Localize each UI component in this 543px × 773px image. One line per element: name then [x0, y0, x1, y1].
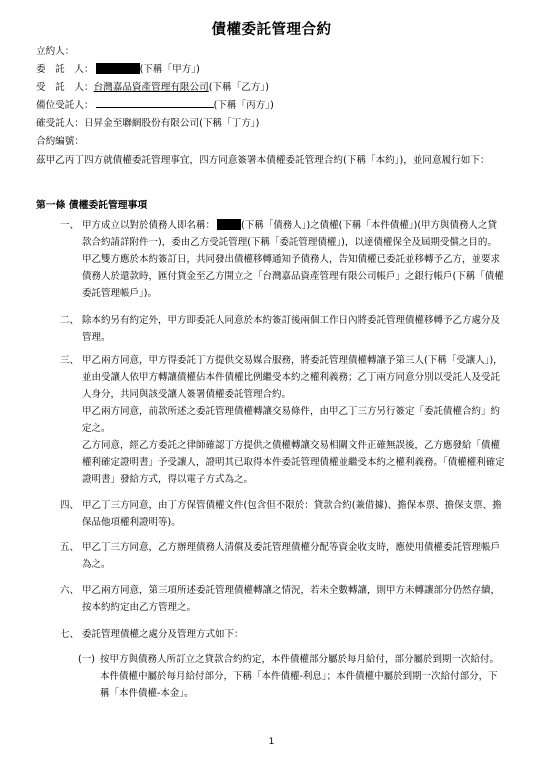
clause-number: 二、 — [60, 315, 80, 326]
party-entruster — [36, 61, 506, 79]
clause-text: 除本約另有約定外，甲方即委託人同意於本約簽訂後兩個工作日內將委託管理債權移轉予乙方處分及管理。 — [82, 315, 501, 343]
contract-number-label: 合約編號： — [36, 136, 84, 147]
backup-trustee-label: 備位受託人： — [36, 100, 94, 111]
clause-text: 甲乙兩方同意，前款所述之委託管理債權轉讓交易條件，由甲乙丁三方另行簽定「委託債權合約」約定之。 — [82, 406, 501, 434]
clause-number: 五、 — [60, 542, 80, 553]
blank-underline — [96, 97, 214, 108]
clause-text: 甲乙丁三方同意，由丁方保管債權文件(包含但不限於：貸款合約(兼借據)、擔保本票、擔保支票、擔保品他項權利證明等)。 — [82, 500, 502, 528]
trustee-label: 受 託 人： — [36, 82, 94, 93]
redacted-name-block — [217, 219, 241, 230]
clause-number: 三、 — [60, 355, 80, 366]
party-backup-trustee — [36, 97, 506, 115]
document-title: 債權委託管理合約 — [211, 21, 332, 38]
clause-number: 一、 — [60, 220, 80, 231]
clause-2 — [60, 312, 506, 346]
clause-4 — [60, 497, 506, 531]
clause-text: 按甲方與債務人所訂立之貸款合約約定，本件債權部分屬於每月給付，部分屬於到期一次給付。本件債權中屬於每月給付部分，下稱「本件債權-利息」；本件債權中屬於到期一次給付部分，下稱「本件債權-本金」。 — [100, 654, 500, 699]
trustee-company: 台灣嘉品資產管理有限公司 — [93, 82, 209, 93]
clause-text: 乙方同意，經乙方委託之律師確認丁方提供之債權轉讓交易相關文件正確無誤後，乙方應發給「債權權利確定證明書」予受讓人，證明其已取得本件委託管理債權並繼受本約之權利義務。「債權權利確定證明書」發給方式，得以電子方式為之。 — [82, 440, 505, 485]
entruster-alias: (下稱「甲方」) — [139, 64, 200, 75]
trustee-alias: (下稱「乙方」) — [208, 82, 269, 93]
party-trustee — [36, 79, 506, 97]
clause-number: 六、 — [60, 585, 80, 596]
clause-3 — [60, 352, 506, 488]
section-heading: 第一條 債權委託管理事項 — [36, 200, 148, 211]
signatories-label: 立約人： — [36, 46, 75, 57]
entruster-label: 委 託 人： — [36, 64, 94, 75]
clause-number: 四、 — [60, 500, 80, 511]
clause-text: 甲乙兩方同意，甲方得委託丁方提供交易媒合服務，將委託管理債權轉讓予第三人(下稱「受讓人」)，並由受讓人依甲方轉讓債權佔本件債權比例繼受本約之權利義務；乙丁兩方同意分別以受託人及受託人身分，共同與該受讓人簽署債權委託管理合約。 — [82, 355, 503, 400]
clause-text: 甲方成立以對於債務人即名稱： — [82, 220, 216, 231]
parties-block — [36, 43, 506, 151]
clause-6 — [60, 582, 506, 616]
clause-text: 甲乙兩方同意，第三項所述委託管理債權轉讓之情況，若未全數轉讓，則甲方未轉讓部分仍然存續，按本約約定由乙方管理之。 — [82, 585, 501, 613]
clause-text: 甲乙丁三方同意，乙方辦理債務人清償及委託管理債權分配等資金收支時，應使用債權委託管理帳戶為之。 — [82, 542, 501, 570]
clause-text: (下稱「債務人」)之債權(下稱「本件債權」)(甲方與債務人之貸款合約請詳附件一)，委由乙方受託管理(下稱「委託管理債權」)，以達債權保全及屆期受償之目的。甲乙雙方應於本約簽訂日，共同發出債權移轉通知予債務人，告知債權已委託並移轉予乙方，並要求債務人於還款時，匯付貸金至乙方開立之「台灣嘉品資產管理有限公司帳戶」之銀行帳戶(下稱「債權委託管理帳戶」)。 — [82, 220, 504, 299]
backup-trustee-alias: (下稱「丙方」) — [213, 100, 274, 111]
sub-item-number: (一) — [78, 654, 95, 665]
clause-5 — [60, 539, 506, 573]
page-number: 1 — [268, 737, 275, 747]
clause-7-item-1 — [78, 651, 506, 702]
clause-number: 七、 — [60, 629, 80, 640]
clause-7 — [60, 626, 506, 643]
party-confirming-trustee: 確受託人：日昇金至聯網股份有限公司(下稱「丁方」) — [36, 118, 260, 129]
clause-1 — [60, 217, 506, 302]
clause-text: 委託管理債權之處分及管理方式如下： — [82, 629, 244, 640]
redacted-name-block — [96, 63, 140, 74]
intro-paragraph: 茲甲乙丙丁四方就債權委託管理事宜，四方同意簽署本債權委託管理合約(下稱「本約」)，並同意履行如下： — [36, 155, 490, 166]
